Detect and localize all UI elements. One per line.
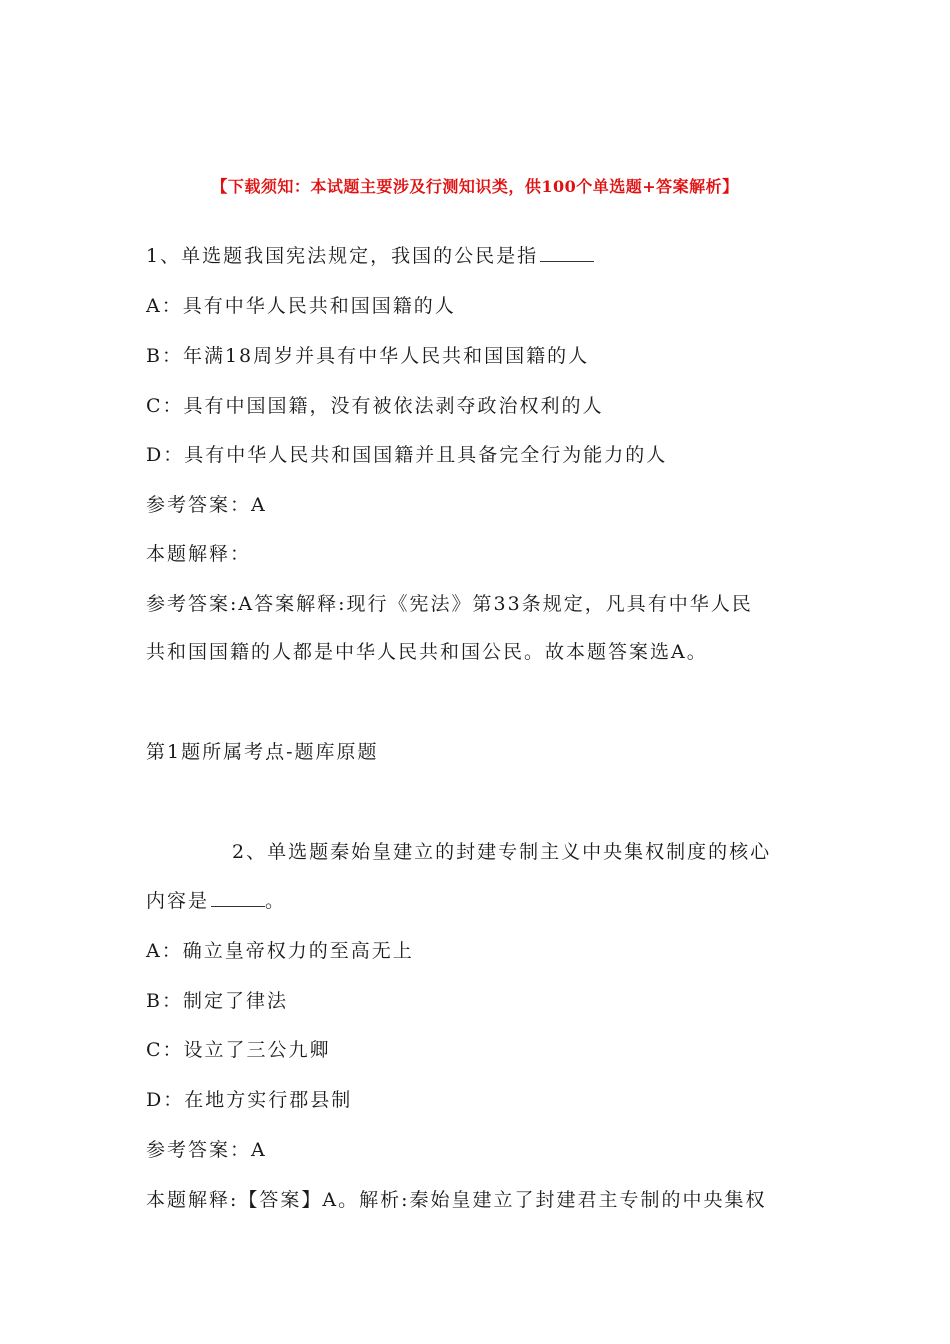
question-1-option-b: B：年满18周岁并具有中华人民共和国国籍的人 [146,345,590,367]
question-2-option-d: D：在地方实行郡县制 [146,1089,353,1111]
download-notice: 【下载须知：本试题主要涉及行测知识类，供100个单选题+答案解析】 [211,177,739,196]
question-1-answer: 参考答案：A [146,494,267,516]
question-2-option-c: C：设立了三公九卿 [146,1039,331,1061]
question-1-option-a: A：具有中华人民共和国国籍的人 [146,295,456,317]
question-1-explain-line-1: 参考答案:A答案解释:现行《宪法》第33条规定，凡具有中华人民 [146,593,753,615]
question-1-option-d: D：具有中华人民共和国国籍并且具备完全行为能力的人 [146,444,668,466]
question-1-explain-line-2: 共和国国籍的人都是中华人民共和国公民。故本题答案选A。 [146,641,708,663]
question-1-topic: 第1题所属考点-题库原题 [146,741,379,763]
question-1-stem [146,241,594,268]
question-2-explain-line-1: 本题解释:【答案】A。解析:秦始皇建立了封建君主专制的中央集权 [146,1189,767,1211]
answer-blank [211,905,265,907]
question-1-explain-label: 本题解释： [146,543,252,565]
question-2-answer: 参考答案：A [146,1139,267,1161]
answer-blank [540,260,594,262]
question-1-option-c: C：具有中国国籍，没有被依法剥夺政治权利的人 [146,395,604,417]
question-1-stem-text: 1、单选题我国宪法规定，我国的公民是指 [146,245,539,267]
question-2-stem-line-2 [146,886,286,913]
question-2-stem-line-2-end: 。 [265,890,287,912]
question-2-stem-line-2-start: 内容是 [146,890,210,912]
question-2-stem-line-1: 2、单选题秦始皇建立的封建专制主义中央集权制度的核心 [232,841,772,863]
question-2-option-b: B：制定了律法 [146,990,288,1012]
question-2-option-a: A：确立皇帝权力的至高无上 [146,940,414,962]
